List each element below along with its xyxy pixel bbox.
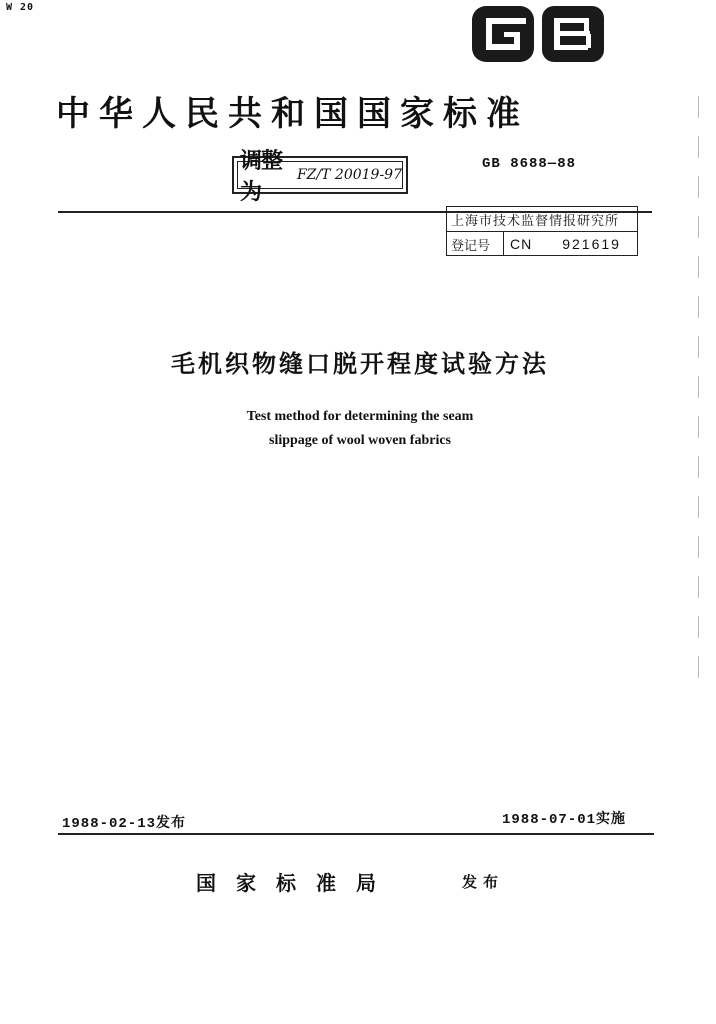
gb-logo [468, 2, 610, 66]
issuer-name: 国家标准局 [196, 871, 396, 895]
registration-stamp [446, 206, 638, 256]
bottom-divider [58, 833, 654, 835]
standard-number: GB 8688—88 [482, 156, 577, 172]
registration-label: 登记号 [447, 232, 504, 256]
registration-institute: 上海市技术监督情报研究所 [447, 207, 637, 232]
registration-number: 921619 [562, 236, 621, 252]
scan-edge-line [698, 96, 699, 696]
chinese-title: 毛机织物缝口脱开程度试验方法 [171, 350, 549, 378]
english-title-line-1: Test method for determining the seam [246, 409, 474, 424]
registration-number-row [447, 232, 637, 256]
english-title-line-2: slippage of wool woven fabrics [269, 433, 451, 448]
adjustment-stamp [232, 148, 408, 205]
issue-date: 1988-02-13发布 [62, 816, 187, 832]
stamp-code: FZ/T 20019-97 [296, 167, 402, 183]
corner-code: W 20 [6, 2, 35, 13]
stamp-label: 调整为 [240, 148, 283, 205]
organization-title: 中华人民共和国国家标准 [56, 94, 529, 134]
registration-prefix: CN [510, 236, 533, 252]
effective-date: 1988-07-01实施 [502, 812, 627, 828]
issuer-verb: 发布 [462, 873, 505, 891]
